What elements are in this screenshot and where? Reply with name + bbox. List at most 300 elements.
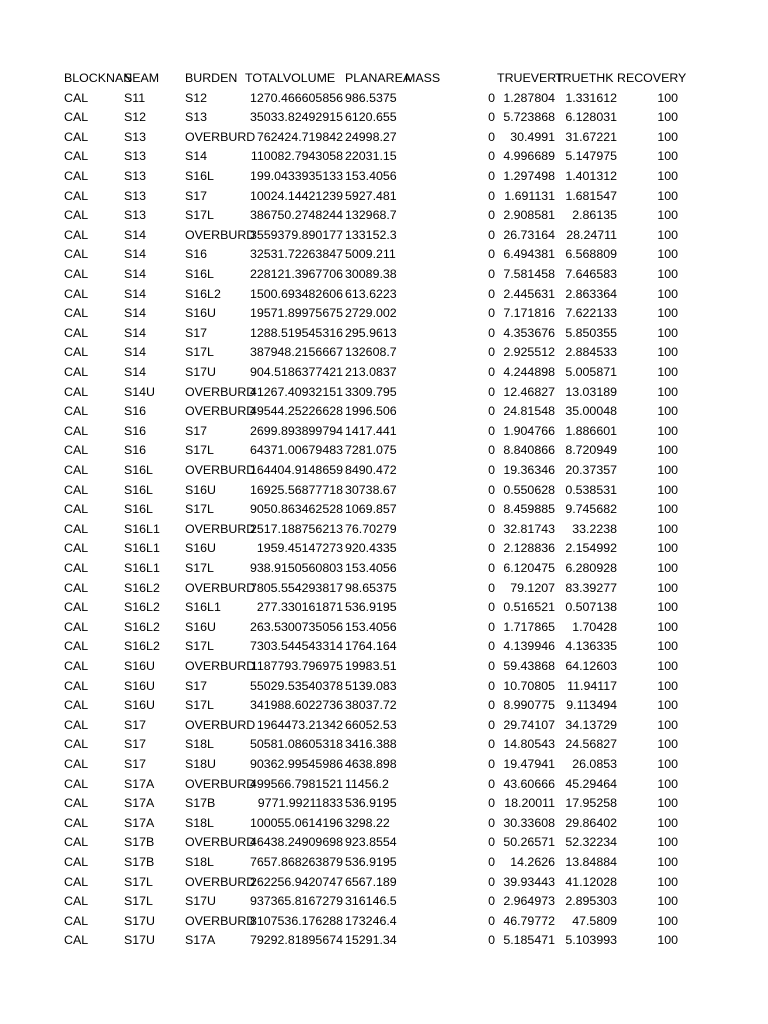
cell-totalvolume[interactable]: 35033.82492915	[249, 110, 343, 125]
cell-planarea[interactable]: 920.4335	[345, 541, 397, 556]
cell-blockname[interactable]: CAL	[64, 600, 89, 615]
cell-truevert[interactable]: 59.43868	[503, 658, 555, 673]
cell-truethk[interactable]: 2.895303	[565, 894, 617, 909]
cell-burden[interactable]: S18L	[185, 854, 214, 869]
header-cell-truevert[interactable]: TRUEVERT	[497, 71, 564, 85]
cell-seam[interactable]: S17B	[124, 835, 155, 850]
cell-blockname[interactable]: CAL	[64, 815, 89, 830]
cell-burden[interactable]: OVERBURD	[185, 835, 256, 850]
cell-truevert[interactable]: 4.139946	[503, 639, 555, 654]
cell-truethk[interactable]: 5.005871	[565, 364, 617, 379]
cell-mass[interactable]: 0	[488, 717, 495, 732]
cell-totalvolume[interactable]: 8107536.176288	[249, 913, 343, 928]
cell-mass[interactable]: 0	[488, 796, 495, 811]
cell-truevert[interactable]: 43.60666	[503, 776, 555, 791]
cell-totalvolume[interactable]: 2699.893899794	[249, 423, 343, 438]
cell-blockname[interactable]: CAL	[64, 306, 89, 321]
cell-truevert[interactable]: 14.80543	[503, 737, 555, 752]
cell-totalvolume[interactable]: 9771.99211833	[257, 796, 343, 811]
cell-truevert[interactable]: 6.494381	[503, 247, 555, 262]
cell-truethk[interactable]: 0.538531	[565, 482, 617, 497]
cell-totalvolume[interactable]: 386750.2748244	[249, 208, 343, 223]
cell-seam[interactable]: S17B	[124, 854, 155, 869]
cell-totalvolume[interactable]: 64371.00679483	[249, 443, 343, 458]
cell-truethk[interactable]: 5.147975	[565, 149, 617, 164]
cell-burden[interactable]: S17	[185, 423, 208, 438]
cell-truevert[interactable]: 29.74107	[503, 717, 555, 732]
cell-seam[interactable]: S16L2	[124, 619, 160, 634]
cell-totalvolume[interactable]: 79292.81895674	[249, 933, 343, 948]
cell-truevert[interactable]: 50.26571	[503, 835, 555, 850]
cell-seam[interactable]: S17	[124, 737, 147, 752]
cell-blockname[interactable]: CAL	[64, 110, 89, 125]
cell-burden[interactable]: S16U	[185, 541, 216, 556]
cell-burden[interactable]: S17U	[185, 364, 216, 379]
cell-planarea[interactable]: 153.4056	[345, 619, 397, 634]
cell-burden[interactable]: S17	[185, 325, 208, 340]
cell-recovery[interactable]: 100	[657, 384, 678, 399]
cell-blockname[interactable]: CAL	[64, 658, 89, 673]
cell-truevert[interactable]: 32.81743	[503, 521, 555, 536]
cell-seam[interactable]: S17A	[124, 815, 155, 830]
cell-planarea[interactable]: 66052.53	[345, 717, 397, 732]
cell-planarea[interactable]: 536.9195	[345, 600, 397, 615]
cell-seam[interactable]: S16U	[124, 678, 155, 693]
cell-truethk[interactable]: 13.03189	[565, 384, 617, 399]
cell-mass[interactable]: 0	[488, 168, 495, 183]
cell-recovery[interactable]: 100	[657, 913, 678, 928]
cell-totalvolume[interactable]: 1959.45147273	[256, 541, 343, 556]
cell-seam[interactable]: S17L	[124, 874, 153, 889]
cell-blockname[interactable]: CAL	[64, 854, 89, 869]
cell-blockname[interactable]: CAL	[64, 404, 89, 419]
cell-seam[interactable]: S16L	[124, 502, 153, 517]
header-cell-seam[interactable]: SEAM	[124, 71, 160, 85]
cell-mass[interactable]: 0	[488, 443, 495, 458]
cell-seam[interactable]: S16L1	[124, 560, 160, 575]
cell-seam[interactable]: S14	[124, 306, 147, 321]
cell-mass[interactable]: 0	[488, 854, 495, 869]
cell-planarea[interactable]: 3416.388	[345, 737, 397, 752]
cell-burden[interactable]: OVERBURD	[185, 404, 256, 419]
cell-totalvolume[interactable]: 16925.56877718	[249, 482, 343, 497]
cell-truethk[interactable]: 6.280928	[565, 560, 617, 575]
cell-totalvolume[interactable]: 228121.3967706	[249, 266, 343, 281]
cell-totalvolume[interactable]: 7805.554293817	[249, 580, 343, 595]
cell-blockname[interactable]: CAL	[64, 756, 89, 771]
cell-planarea[interactable]: 98.65375	[345, 580, 397, 595]
cell-burden[interactable]: S16L	[185, 168, 214, 183]
cell-truevert[interactable]: 5.723868	[503, 110, 555, 125]
header-cell-truethk[interactable]: TRUETHK	[555, 71, 614, 85]
cell-blockname[interactable]: CAL	[64, 90, 89, 105]
cell-recovery[interactable]: 100	[657, 835, 678, 850]
cell-truevert[interactable]: 1.287804	[503, 90, 555, 105]
cell-seam[interactable]: S17U	[124, 933, 155, 948]
cell-totalvolume[interactable]: 7657.868263879	[249, 854, 343, 869]
cell-recovery[interactable]: 100	[657, 168, 678, 183]
cell-truevert[interactable]: 30.33608	[503, 815, 555, 830]
cell-blockname[interactable]: CAL	[64, 541, 89, 556]
cell-truethk[interactable]: 2.884533	[565, 345, 617, 360]
cell-burden[interactable]: OVERBURD	[185, 874, 256, 889]
cell-truethk[interactable]: 26.0853	[572, 756, 617, 771]
cell-totalvolume[interactable]: 1500.693482606	[249, 286, 343, 301]
cell-mass[interactable]: 0	[488, 560, 495, 575]
cell-planarea[interactable]: 4638.898	[345, 756, 397, 771]
cell-blockname[interactable]: CAL	[64, 913, 89, 928]
cell-seam[interactable]: S13	[124, 149, 147, 164]
cell-mass[interactable]: 0	[488, 835, 495, 850]
cell-truethk[interactable]: 7.646583	[565, 266, 617, 281]
cell-truethk[interactable]: 6.128031	[565, 110, 617, 125]
cell-recovery[interactable]: 100	[657, 737, 678, 752]
cell-planarea[interactable]: 24998.27	[345, 129, 397, 144]
cell-recovery[interactable]: 100	[657, 482, 678, 497]
cell-seam[interactable]: S16L	[124, 462, 153, 477]
cell-recovery[interactable]: 100	[657, 933, 678, 948]
cell-truevert[interactable]: 2.128836	[503, 541, 555, 556]
cell-seam[interactable]: S16U	[124, 658, 155, 673]
cell-blockname[interactable]: CAL	[64, 521, 89, 536]
cell-seam[interactable]: S14U	[124, 384, 155, 399]
cell-recovery[interactable]: 100	[657, 815, 678, 830]
cell-planarea[interactable]: 8490.472	[345, 462, 397, 477]
cell-burden[interactable]: S14	[185, 149, 208, 164]
cell-recovery[interactable]: 100	[657, 129, 678, 144]
cell-blockname[interactable]: CAL	[64, 129, 89, 144]
cell-seam[interactable]: S11	[124, 90, 146, 105]
cell-truevert[interactable]: 39.93443	[503, 874, 555, 889]
cell-seam[interactable]: S14	[124, 345, 147, 360]
cell-recovery[interactable]: 100	[657, 208, 678, 223]
cell-truevert[interactable]: 1.904766	[503, 423, 555, 438]
cell-blockname[interactable]: CAL	[64, 266, 89, 281]
cell-totalvolume[interactable]: 164404.9148659	[249, 462, 343, 477]
cell-burden[interactable]: OVERBURD	[185, 717, 256, 732]
cell-planarea[interactable]: 6120.655	[345, 110, 397, 125]
header-cell-planarea[interactable]: PLANAREA	[345, 71, 412, 85]
cell-blockname[interactable]: CAL	[64, 384, 89, 399]
cell-recovery[interactable]: 100	[657, 188, 678, 203]
cell-totalvolume[interactable]: 499566.7981521	[249, 776, 343, 791]
cell-planarea[interactable]: 5927.481	[345, 188, 397, 203]
cell-totalvolume[interactable]: 19571.89975675	[249, 306, 343, 321]
header-cell-burden[interactable]: BURDEN	[185, 71, 238, 85]
cell-mass[interactable]: 0	[488, 247, 495, 262]
cell-recovery[interactable]: 100	[657, 619, 678, 634]
cell-recovery[interactable]: 100	[657, 110, 678, 125]
cell-recovery[interactable]: 100	[657, 756, 678, 771]
cell-recovery[interactable]: 100	[657, 325, 678, 340]
cell-recovery[interactable]: 100	[657, 796, 678, 811]
cell-truevert[interactable]: 5.185471	[503, 933, 555, 948]
cell-truevert[interactable]: 1.297498	[503, 168, 555, 183]
cell-blockname[interactable]: CAL	[64, 698, 89, 713]
cell-totalvolume[interactable]: 938.9150560803	[249, 560, 343, 575]
cell-totalvolume[interactable]: 387948.2156667	[249, 345, 343, 360]
cell-blockname[interactable]: CAL	[64, 894, 89, 909]
cell-totalvolume[interactable]: 55029.53540378	[249, 678, 343, 693]
cell-recovery[interactable]: 100	[657, 364, 678, 379]
cell-burden[interactable]: S12	[185, 90, 208, 105]
cell-blockname[interactable]: CAL	[64, 168, 89, 183]
cell-planarea[interactable]: 923.8554	[345, 835, 397, 850]
cell-truethk[interactable]: 35.00048	[565, 404, 617, 419]
cell-seam[interactable]: S16L	[124, 482, 153, 497]
cell-burden[interactable]: OVERBURD	[185, 913, 256, 928]
cell-seam[interactable]: S17A	[124, 796, 155, 811]
cell-totalvolume[interactable]: 762424.719842	[256, 129, 343, 144]
cell-truevert[interactable]: 2.964973	[503, 894, 555, 909]
header-cell-totalvolume[interactable]: TOTALVOLUME	[245, 71, 336, 85]
cell-planarea[interactable]: 213.0837	[345, 364, 397, 379]
cell-recovery[interactable]: 100	[657, 149, 678, 164]
cell-mass[interactable]: 0	[488, 306, 495, 321]
cell-blockname[interactable]: CAL	[64, 933, 89, 948]
cell-planarea[interactable]: 30089.38	[345, 266, 397, 281]
cell-planarea[interactable]: 295.9613	[345, 325, 397, 340]
cell-burden[interactable]: S17L	[185, 698, 214, 713]
cell-planarea[interactable]: 1764.164	[345, 639, 397, 654]
cell-totalvolume[interactable]: 9050.863462528	[249, 502, 343, 517]
cell-burden[interactable]: S18L	[185, 737, 214, 752]
cell-burden[interactable]: S13	[185, 110, 208, 125]
cell-burden[interactable]: OVERBURD	[185, 384, 256, 399]
cell-totalvolume[interactable]: 32531.72263847	[249, 247, 343, 262]
cell-totalvolume[interactable]: 41267.40932151	[249, 384, 343, 399]
cell-totalvolume[interactable]: 100055.0614196	[249, 815, 343, 830]
cell-mass[interactable]: 0	[488, 227, 495, 242]
cell-burden[interactable]: OVERBURD	[185, 227, 256, 242]
cell-mass[interactable]: 0	[488, 364, 495, 379]
cell-seam[interactable]: S13	[124, 168, 147, 183]
cell-seam[interactable]: S16L2	[124, 600, 160, 615]
cell-truevert[interactable]: 4.353676	[503, 325, 555, 340]
cell-truevert[interactable]: 8.840866	[503, 443, 555, 458]
cell-truethk[interactable]: 9.113494	[566, 698, 617, 713]
cell-planarea[interactable]: 11456.2	[345, 776, 389, 791]
cell-burden[interactable]: S16L1	[185, 600, 221, 615]
cell-totalvolume[interactable]: 3559379.890177	[249, 227, 343, 242]
cell-truethk[interactable]: 2.154992	[565, 541, 617, 556]
cell-blockname[interactable]: CAL	[64, 345, 89, 360]
cell-truethk[interactable]: 47.5809	[572, 913, 617, 928]
cell-mass[interactable]: 0	[488, 600, 495, 615]
cell-planarea[interactable]: 38037.72	[345, 698, 397, 713]
cell-totalvolume[interactable]: 50581.08605318	[249, 737, 343, 752]
cell-planarea[interactable]: 986.5375	[345, 90, 397, 105]
cell-seam[interactable]: S17	[124, 756, 147, 771]
cell-blockname[interactable]: CAL	[64, 208, 89, 223]
cell-burden[interactable]: OVERBURD	[185, 776, 256, 791]
cell-recovery[interactable]: 100	[657, 266, 678, 281]
cell-truethk[interactable]: 2.863364	[565, 286, 617, 301]
cell-mass[interactable]: 0	[488, 404, 495, 419]
cell-truethk[interactable]: 5.850355	[565, 325, 617, 340]
cell-mass[interactable]: 0	[488, 678, 495, 693]
cell-seam[interactable]: S16L2	[124, 639, 160, 654]
cell-planarea[interactable]: 3309.795	[345, 384, 397, 399]
cell-totalvolume[interactable]: 262256.9420747	[249, 874, 343, 889]
cell-mass[interactable]: 0	[488, 384, 495, 399]
cell-truevert[interactable]: 7.171816	[503, 306, 555, 321]
cell-burden[interactable]: OVERBURD	[185, 521, 256, 536]
cell-planarea[interactable]: 7281.075	[345, 443, 397, 458]
cell-truethk[interactable]: 1.70428	[572, 619, 617, 634]
cell-planarea[interactable]: 613.6223	[345, 286, 397, 301]
cell-blockname[interactable]: CAL	[64, 678, 89, 693]
cell-truevert[interactable]: 14.2626	[510, 854, 555, 869]
cell-truevert[interactable]: 2.925512	[503, 345, 555, 360]
cell-mass[interactable]: 0	[488, 874, 495, 889]
cell-blockname[interactable]: CAL	[64, 482, 89, 497]
cell-burden[interactable]: S16U	[185, 306, 216, 321]
cell-blockname[interactable]: CAL	[64, 796, 89, 811]
cell-seam[interactable]: S13	[124, 188, 147, 203]
cell-truevert[interactable]: 7.581458	[503, 266, 555, 281]
cell-burden[interactable]: S18L	[185, 815, 214, 830]
cell-truevert[interactable]: 6.120475	[503, 560, 555, 575]
cell-truethk[interactable]: 20.37357	[565, 462, 617, 477]
cell-truevert[interactable]: 8.459885	[503, 502, 555, 517]
cell-planarea[interactable]: 15291.34	[345, 933, 397, 948]
cell-recovery[interactable]: 100	[657, 717, 678, 732]
cell-burden[interactable]: OVERBURD	[185, 580, 256, 595]
cell-totalvolume[interactable]: 263.5300735056	[249, 619, 343, 634]
cell-blockname[interactable]: CAL	[64, 423, 89, 438]
cell-blockname[interactable]: CAL	[64, 717, 89, 732]
cell-recovery[interactable]: 100	[657, 854, 678, 869]
cell-seam[interactable]: S16L1	[124, 521, 160, 536]
cell-truethk[interactable]: 13.84884	[565, 854, 617, 869]
cell-recovery[interactable]: 100	[657, 600, 678, 615]
cell-truethk[interactable]: 28.24711	[566, 227, 617, 242]
cell-truethk[interactable]: 24.56827	[565, 737, 617, 752]
cell-burden[interactable]: OVERBURD	[185, 658, 256, 673]
cell-planarea[interactable]: 1069.857	[345, 502, 397, 517]
cell-mass[interactable]: 0	[488, 698, 495, 713]
cell-truethk[interactable]: 17.95258	[565, 796, 617, 811]
cell-seam[interactable]: S14	[124, 266, 147, 281]
cell-mass[interactable]: 0	[488, 149, 495, 164]
cell-truevert[interactable]: 19.36346	[503, 462, 555, 477]
cell-seam[interactable]: S16	[124, 404, 147, 419]
cell-truevert[interactable]: 24.81548	[503, 404, 555, 419]
cell-mass[interactable]: 0	[488, 502, 495, 517]
cell-truethk[interactable]: 2.86135	[572, 208, 617, 223]
cell-planarea[interactable]: 6567.189	[345, 874, 397, 889]
cell-burden[interactable]: S17L	[185, 560, 214, 575]
cell-truevert[interactable]: 1.691131	[504, 188, 555, 203]
cell-mass[interactable]: 0	[488, 639, 495, 654]
cell-burden[interactable]: S18U	[185, 756, 216, 771]
cell-totalvolume[interactable]: 90362.99545986	[249, 756, 343, 771]
cell-blockname[interactable]: CAL	[64, 364, 89, 379]
cell-mass[interactable]: 0	[488, 423, 495, 438]
cell-planarea[interactable]: 132968.7	[345, 208, 397, 223]
cell-totalvolume[interactable]: 46438.24909698	[249, 835, 343, 850]
cell-recovery[interactable]: 100	[657, 502, 678, 517]
cell-recovery[interactable]: 100	[657, 874, 678, 889]
cell-burden[interactable]: S16	[185, 247, 208, 262]
cell-totalvolume[interactable]: 7303.544543314	[249, 639, 343, 654]
cell-burden[interactable]: S17L	[185, 345, 214, 360]
cell-truethk[interactable]: 64.12603	[565, 658, 617, 673]
cell-mass[interactable]: 0	[488, 894, 495, 909]
cell-planarea[interactable]: 5139.083	[345, 678, 397, 693]
cell-truethk[interactable]: 5.103993	[565, 933, 617, 948]
cell-planarea[interactable]: 153.4056	[345, 168, 397, 183]
cell-totalvolume[interactable]: 199.0433935133	[249, 168, 343, 183]
cell-planarea[interactable]: 19983.51	[345, 658, 397, 673]
cell-truevert[interactable]: 79.1207	[510, 580, 555, 595]
cell-truethk[interactable]: 1.331612	[565, 90, 617, 105]
cell-blockname[interactable]: CAL	[64, 443, 89, 458]
cell-seam[interactable]: S16	[124, 443, 147, 458]
header-cell-blockname[interactable]: BLOCKNAN	[64, 71, 133, 85]
cell-mass[interactable]: 0	[488, 913, 495, 928]
cell-planarea[interactable]: 76.70279	[345, 521, 397, 536]
cell-blockname[interactable]: CAL	[64, 149, 89, 164]
cell-seam[interactable]: S13	[124, 129, 147, 144]
cell-planarea[interactable]: 2729.002	[345, 306, 397, 321]
cell-mass[interactable]: 0	[488, 110, 495, 125]
cell-blockname[interactable]: CAL	[64, 325, 89, 340]
cell-mass[interactable]: 0	[488, 619, 495, 634]
cell-recovery[interactable]: 100	[657, 776, 678, 791]
cell-planarea[interactable]: 316146.5	[345, 894, 397, 909]
cell-recovery[interactable]: 100	[657, 658, 678, 673]
cell-blockname[interactable]: CAL	[64, 286, 89, 301]
cell-planarea[interactable]: 30738.67	[345, 482, 397, 497]
cell-mass[interactable]: 0	[488, 482, 495, 497]
cell-truevert[interactable]: 0.550628	[503, 482, 555, 497]
cell-burden[interactable]: S16U	[185, 482, 216, 497]
cell-recovery[interactable]: 100	[657, 560, 678, 575]
cell-recovery[interactable]: 100	[657, 404, 678, 419]
cell-truethk[interactable]: 8.720949	[565, 443, 617, 458]
cell-burden[interactable]: OVERBURD	[185, 129, 256, 144]
cell-recovery[interactable]: 100	[657, 286, 678, 301]
cell-mass[interactable]: 0	[488, 658, 495, 673]
cell-truethk[interactable]: 4.136335	[565, 639, 617, 654]
cell-totalvolume[interactable]: 1288.519545316	[249, 325, 343, 340]
cell-burden[interactable]: S17L	[185, 208, 214, 223]
cell-recovery[interactable]: 100	[657, 521, 678, 536]
cell-burden[interactable]: S16L2	[185, 286, 221, 301]
cell-truethk[interactable]: 41.12028	[565, 874, 617, 889]
cell-recovery[interactable]: 100	[657, 462, 678, 477]
cell-recovery[interactable]: 100	[657, 443, 678, 458]
cell-burden[interactable]: S17L	[185, 443, 214, 458]
cell-truethk[interactable]: 6.568809	[565, 247, 617, 262]
cell-seam[interactable]: S16L1	[124, 541, 160, 556]
cell-planarea[interactable]: 536.9195	[345, 854, 397, 869]
cell-mass[interactable]: 0	[488, 580, 495, 595]
cell-truethk[interactable]: 31.67221	[565, 129, 617, 144]
cell-totalvolume[interactable]: 10024.14421239	[249, 188, 343, 203]
cell-mass[interactable]: 0	[488, 325, 495, 340]
cell-recovery[interactable]: 100	[657, 423, 678, 438]
cell-truethk[interactable]: 83.39277	[565, 580, 617, 595]
cell-mass[interactable]: 0	[488, 188, 495, 203]
cell-recovery[interactable]: 100	[657, 541, 678, 556]
cell-totalvolume[interactable]: 2517.188756213	[249, 521, 343, 536]
cell-recovery[interactable]: 100	[657, 698, 678, 713]
cell-burden[interactable]: S17	[185, 188, 208, 203]
cell-truevert[interactable]: 8.990775	[503, 698, 555, 713]
